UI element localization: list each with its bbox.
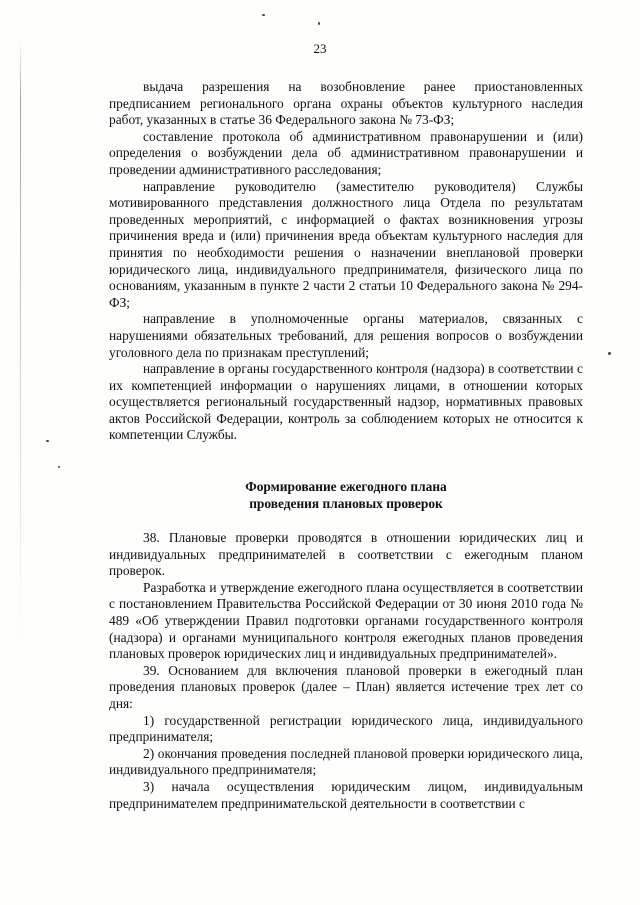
section-heading [109,479,583,512]
scan-speck [318,22,320,25]
paragraph: 1) государственной регистрации юридического лица, индивидуального предпринимателя; [109,712,583,745]
page-number: 23 [313,41,327,56]
paragraph: направление в органы государственного контроля (надзора) в соответствии с их компетенцией информации о нарушениях лицами, в отношении которых осуществляется региональный государственный надзор, нормативных правовых актов Российской Федерации, контроль за соблюдением которых не относится к компетенции Службы. [109,361,583,443]
scan-speck [262,14,265,16]
paragraph: составление протокола об административном правонарушении и (или) определения о возбуждении дела об административном правонарушении и проведении административного расследования; [109,128,583,177]
paragraph: направление в уполномоченные органы материалов, связанных с нарушениями обязательных требований, для решения вопросов о возбуждении уголовного дела по признакам преступлений; [109,311,583,360]
paragraph: 39. Основанием для включения плановой проверки в ежегодный план проведения плановых проверок (далее – План) является истечение трех лет со дня: [109,662,583,711]
paragraph: 3) начала осуществления юридическим лицом, индивидуальным предпринимателем предпринимательской деятельности в соответствии с [109,778,583,811]
paragraph: 2) окончания проведения последней плановой проверки юридического лица, индивидуального предпринимателя; [109,745,583,778]
paragraph: направление руководителю (заместителю руководителя) Службы мотивированного представления должностного лица Отдела по результатам проведенных мероприятий, с информацией о фактах возникновения угрозы причинения вреда и (или) причинения вреда объектам культурного наследия для принятия по необходимости решения о назначении внеплановой проверки юридического лица, индивидуального предпринимателя, физического лица по основаниям, указанным в пункте 2 части 2 статьи 10 Федерального закона № 294-ФЗ; [109,178,583,310]
paragraph: выдача разрешения на возобновление ранее приостановленных предписанием регионального органа охраны объектов культурного наследия работ, указанных в статье 36 Федерального закона № 73-ФЗ; [109,79,583,128]
text-block-top [109,79,583,444]
text-block-bottom [109,530,583,812]
heading-line: Формирование ежегодного плана [245,479,447,494]
heading-line: проведения плановых проверок [249,495,443,511]
scan-speck [608,352,611,355]
scan-edge-artifact [20,40,21,640]
scan-speck [58,466,60,468]
scan-speck [46,440,49,442]
paragraph: 38. Плановые проверки проводятся в отношении юридических лиц и индивидуальных предпринимателей в соответствии с ежегодным планом проверок. [109,530,583,579]
paragraph: Разработка и утверждение ежегодного плана осуществляется в соответствии с постановлением Правительства Российской Федерации от 30 июня 2010 года № 489 «Об утверждении Правил подготовки органами государственного контроля (надзора) и органами муниципального контроля ежегодных планов проведения плановых проверок юридических лиц и индивидуальных предпринимателей». [109,579,583,662]
